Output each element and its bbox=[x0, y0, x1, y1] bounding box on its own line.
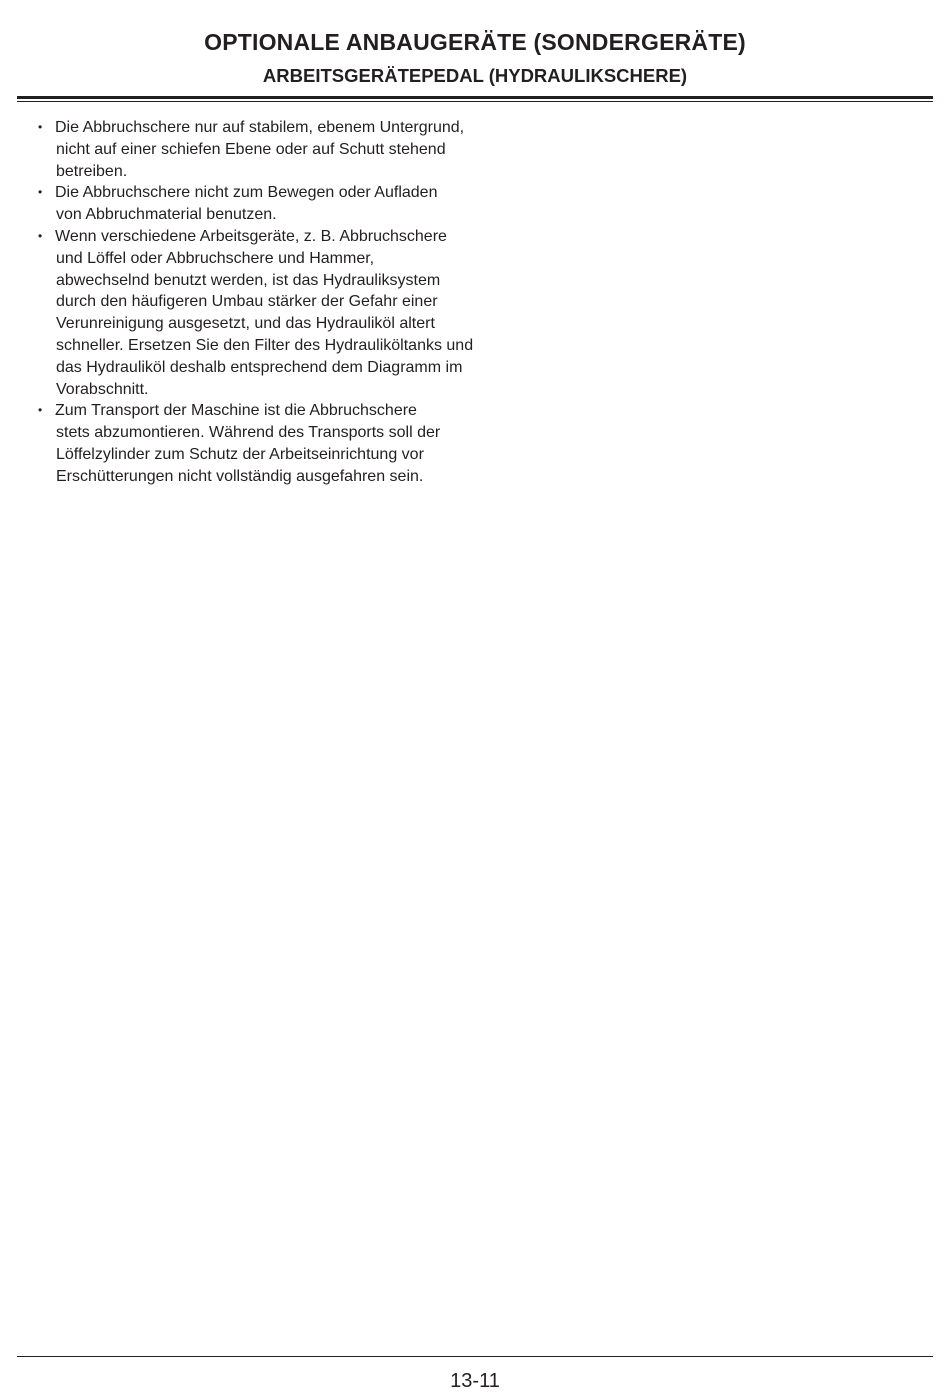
text-line: abwechselnd benutzt werden, ist das Hydrauliksystem bbox=[56, 271, 441, 289]
text-line: Wenn verschiedene Arbeitsgeräte, z. B. Abbruchschere bbox=[55, 227, 447, 245]
text-line: Löffelzylinder zum Schutz der Arbeitseinrichtung vor bbox=[56, 445, 424, 463]
bullet-item bbox=[36, 226, 506, 400]
bullet-icon: • bbox=[38, 185, 43, 200]
bullet-icon: • bbox=[38, 228, 43, 243]
text-line: durch den häufigeren Umbau stärker der Gefahr einer bbox=[56, 293, 438, 311]
text-line: Vorabschnitt. bbox=[56, 380, 149, 398]
text-line: Verunreinigung ausgesetzt, und das Hydrauliköl altert bbox=[56, 315, 435, 333]
page-title: OPTIONALE ANBAUGERÄTE (SONDERGERÄTE) bbox=[204, 29, 746, 55]
text-line: das Hydrauliköl deshalb entsprechend dem Diagramm im bbox=[56, 358, 463, 376]
page-number: 13-11 bbox=[450, 1370, 500, 1392]
page-subtitle: ARBEITSGERÄTEPEDAL (HYDRAULIKSCHERE) bbox=[262, 65, 688, 86]
text-line: Die Abbruchschere nur auf stabilem, ebenem Untergrund, bbox=[55, 119, 465, 136]
text-line: Die Abbruchschere nicht zum Bewegen oder Aufladen bbox=[55, 184, 438, 202]
footer-rule bbox=[17, 1356, 933, 1357]
bullet-item bbox=[36, 182, 506, 226]
bullet-icon: • bbox=[38, 403, 43, 418]
bullet-icon: • bbox=[38, 120, 43, 134]
header-rule-thick bbox=[17, 96, 933, 99]
main-content bbox=[36, 117, 506, 488]
text-line: nicht auf einer schiefen Ebene oder auf Schutt stehend bbox=[56, 140, 446, 158]
header-rule-thin bbox=[17, 101, 933, 102]
text-line: Erschütterungen nicht vollständig ausgefahren sein. bbox=[56, 467, 424, 485]
text-line: betreiben. bbox=[56, 162, 128, 180]
text-line: Zum Transport der Maschine ist die Abbruchschere bbox=[55, 402, 417, 420]
bullet-item bbox=[36, 117, 506, 182]
bullet-item bbox=[36, 400, 506, 487]
text-line: von Abbruchmaterial benutzen. bbox=[56, 206, 277, 224]
text-line: schneller. Ersetzen Sie den Filter des Hydrauliköltanks und bbox=[56, 336, 474, 354]
text-line: stets abzumontieren. Während des Transports soll der bbox=[56, 424, 441, 442]
text-line: und Löffel oder Abbruchschere und Hammer, bbox=[56, 249, 375, 267]
bullet-list bbox=[36, 117, 506, 488]
